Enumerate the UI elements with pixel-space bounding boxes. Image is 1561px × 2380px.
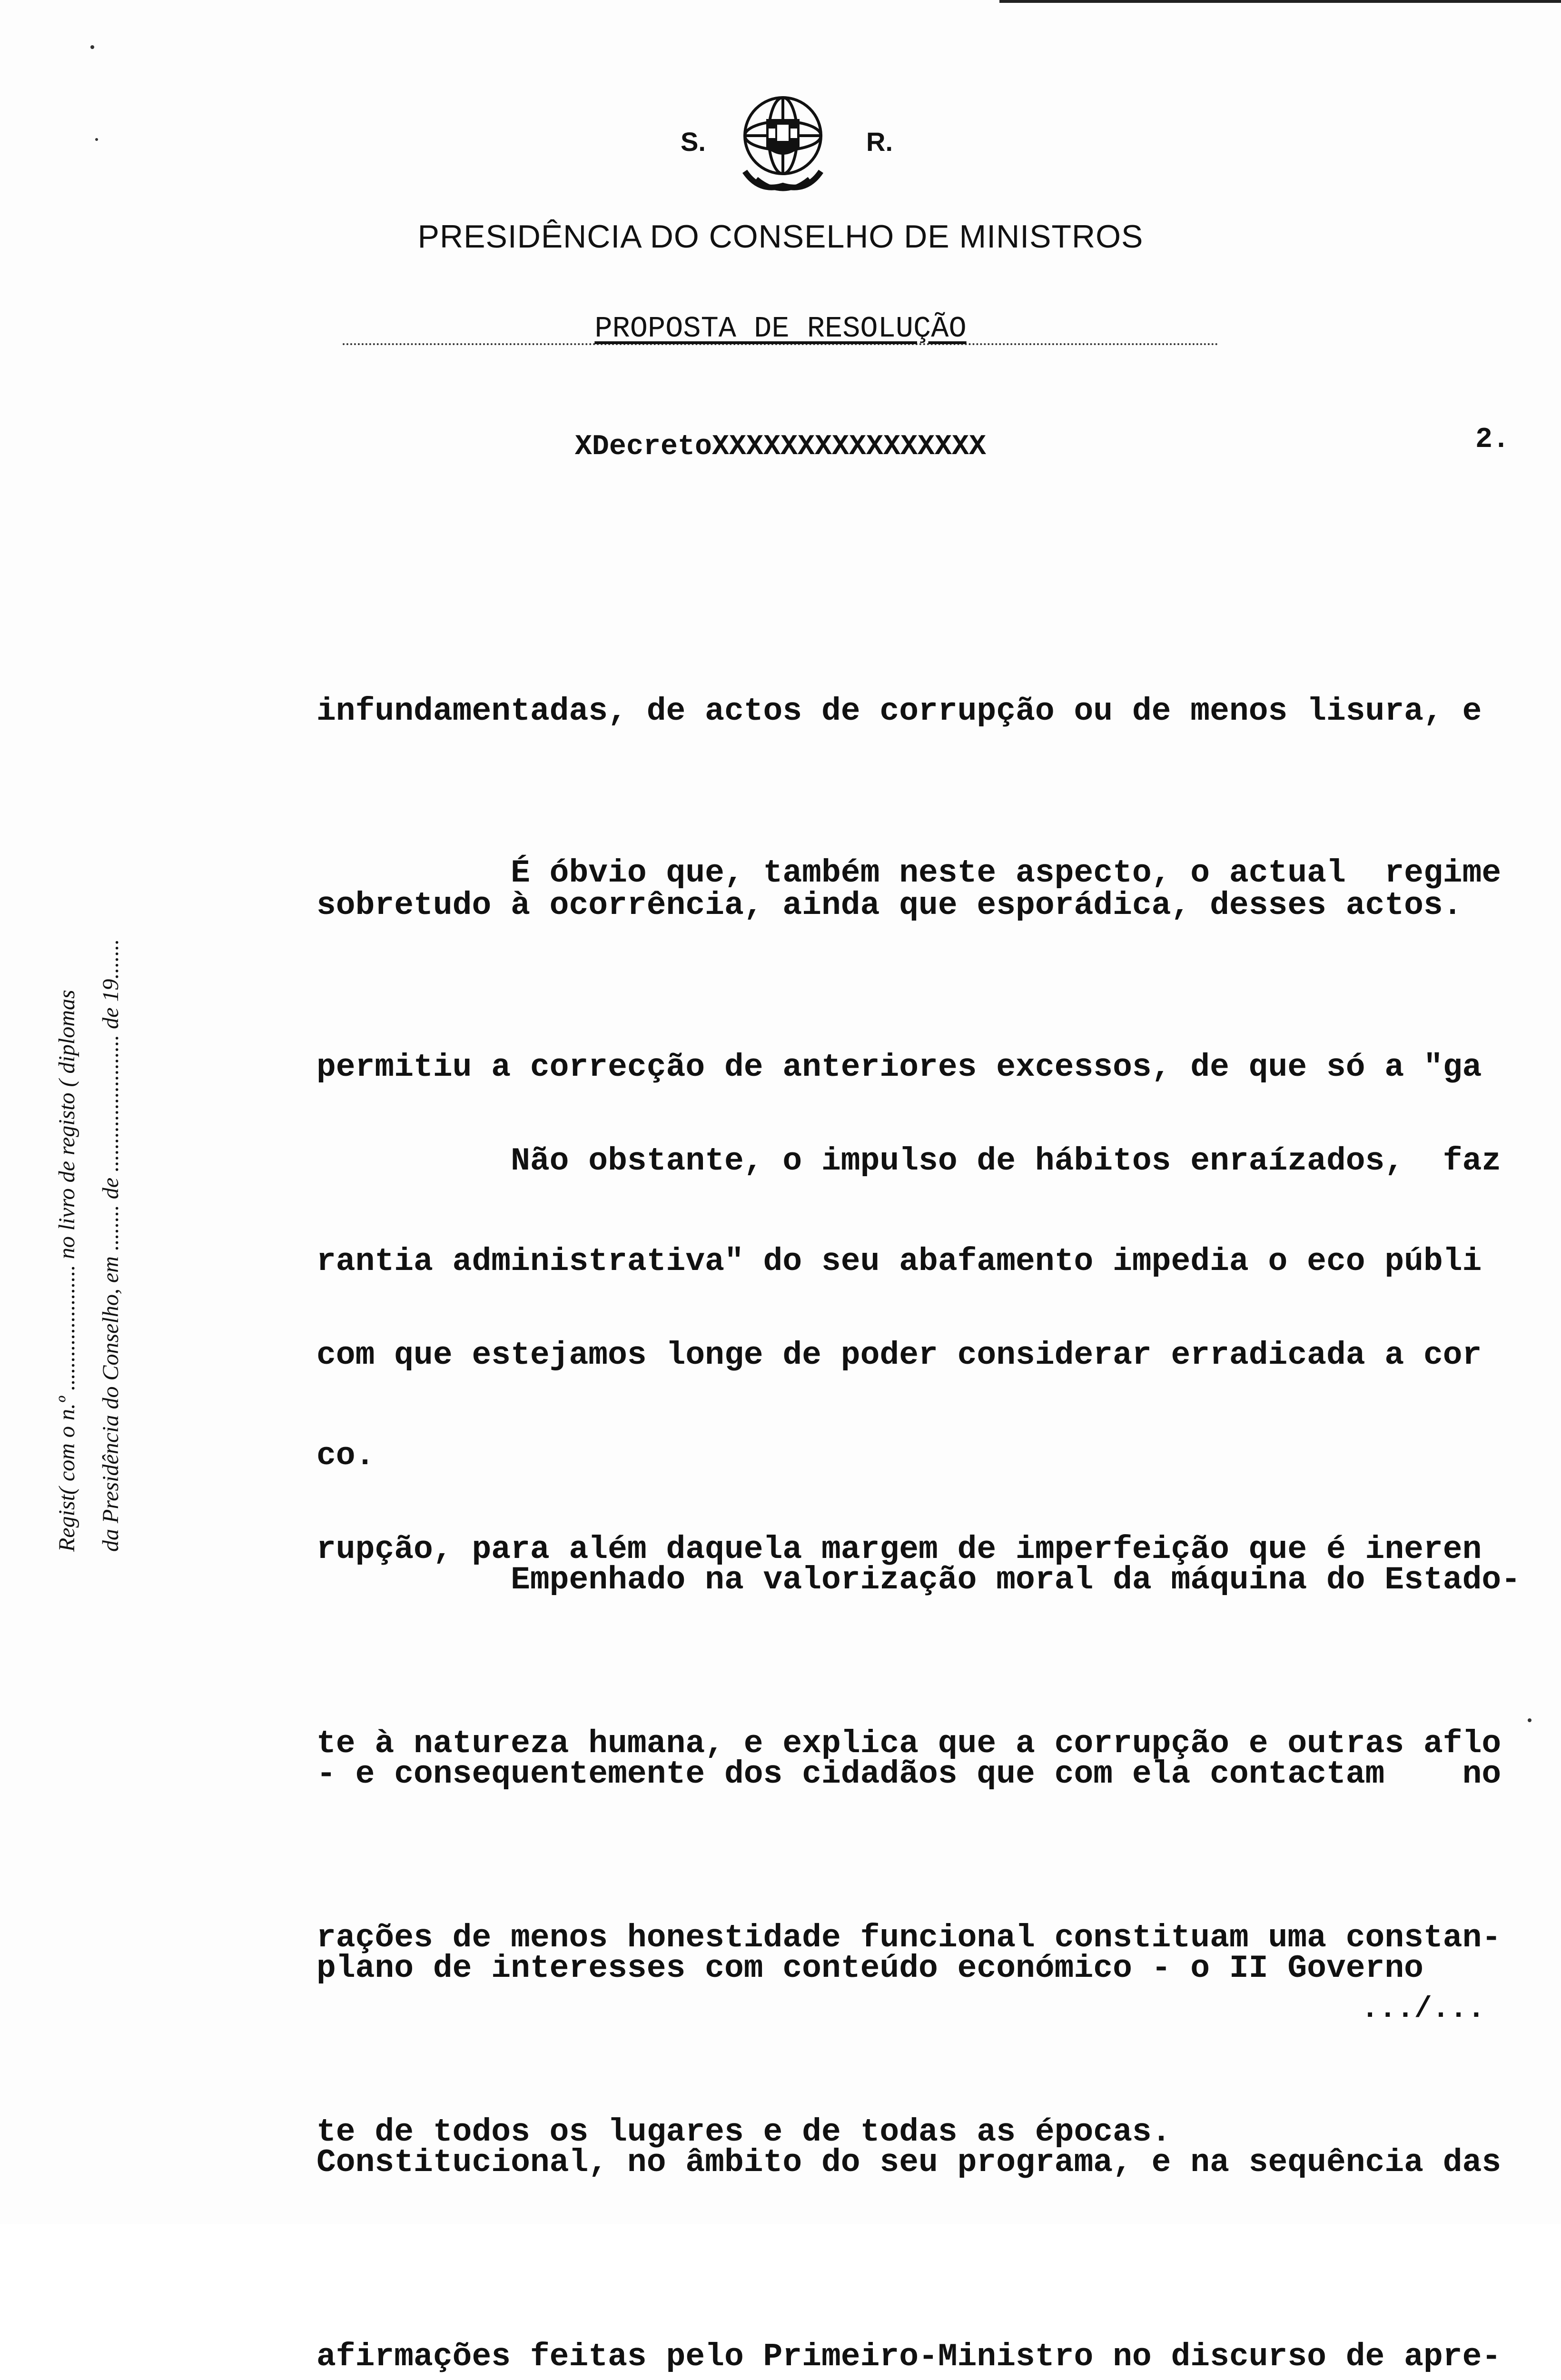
scan-speck — [90, 45, 94, 49]
paragraph-4 — [316, 1418, 1521, 2380]
paragraph-line: Constitucional, no âmbito do seu programa, e na sequência das — [316, 2144, 1502, 2181]
scan-speck — [95, 138, 98, 141]
paragraph-line: rupção, para além daquela margem de imperfeição que é ineren — [316, 1531, 1482, 1568]
paragraph-line: infundamentadas, de actos de corrupção ou de menos lisura, e — [316, 693, 1482, 730]
paragraph-line: te à natureza humana, e explica que a corrupção e outras aflo — [316, 1726, 1502, 1762]
paragraph-line: - e consequentemente dos cidadãos que com ela contactam no — [316, 1756, 1502, 1793]
paragraph-line: plano de interesses com conteúdo económico - o II Governo — [316, 1950, 1423, 1987]
office-title: PRESIDÊNCIA DO CONSELHO DE MINISTROS — [417, 218, 1144, 255]
paragraph-line: com que estejamos longe de poder considerar erradicada a cor — [316, 1337, 1482, 1374]
continuation-mark: .../... — [1361, 1992, 1485, 2026]
margin-stamp-line-2: da Presidência do Conselho, em ........ de ........................ de 19....... — [98, 939, 123, 1552]
paragraph-line: Não obstante, o impulso de hábitos enraízados, faz — [316, 1143, 1502, 1180]
paragraph-line: co. — [316, 1438, 375, 1474]
decreto-struck-line: XDecretoXXXXXXXXXXXXXXXX — [574, 431, 987, 463]
coat-of-arms-emblem — [731, 90, 835, 200]
page-number: 2. — [1475, 424, 1510, 456]
top-edge-rule — [999, 0, 1561, 3]
paragraph-line: te de todos os lugares e de todas as épocas. — [316, 2114, 1171, 2151]
letterhead-s-label: S. — [681, 127, 706, 157]
paragraph-line: rantia administrativa" do seu abafamento impedia o eco públi — [316, 1243, 1482, 1280]
paragraph-line: rações de menos honestidade funcional constituam uma constan- — [316, 1920, 1502, 1956]
margin-stamp-line-1: Regist( com o n.º ...................... no livro de registo ( diplomas — [54, 990, 79, 1552]
paragraph-line: permitiu a correcção de anteriores excessos, de que só a "ga — [316, 1049, 1482, 1086]
paragraph-line: Empenhado na valorização moral da máquina do Estado- — [316, 1562, 1521, 1598]
paragraph-line: É óbvio que, também neste aspecto, o actual regime — [316, 855, 1502, 892]
document-type-row — [343, 312, 1218, 350]
margin-registry-stamp — [45, 662, 155, 1552]
letterhead-r-label: R. — [866, 127, 893, 157]
document-type: PROPOSTA DE RESOLUÇÃO — [594, 312, 967, 346]
scan-speck — [1528, 1718, 1531, 1722]
paragraph-line: sobretudo à ocorrência, ainda que esporádica, desses actos. — [316, 887, 1462, 924]
paragraph-line: afirmações feitas pelo Primeiro-Ministro no discurso de apre- — [316, 2339, 1502, 2375]
